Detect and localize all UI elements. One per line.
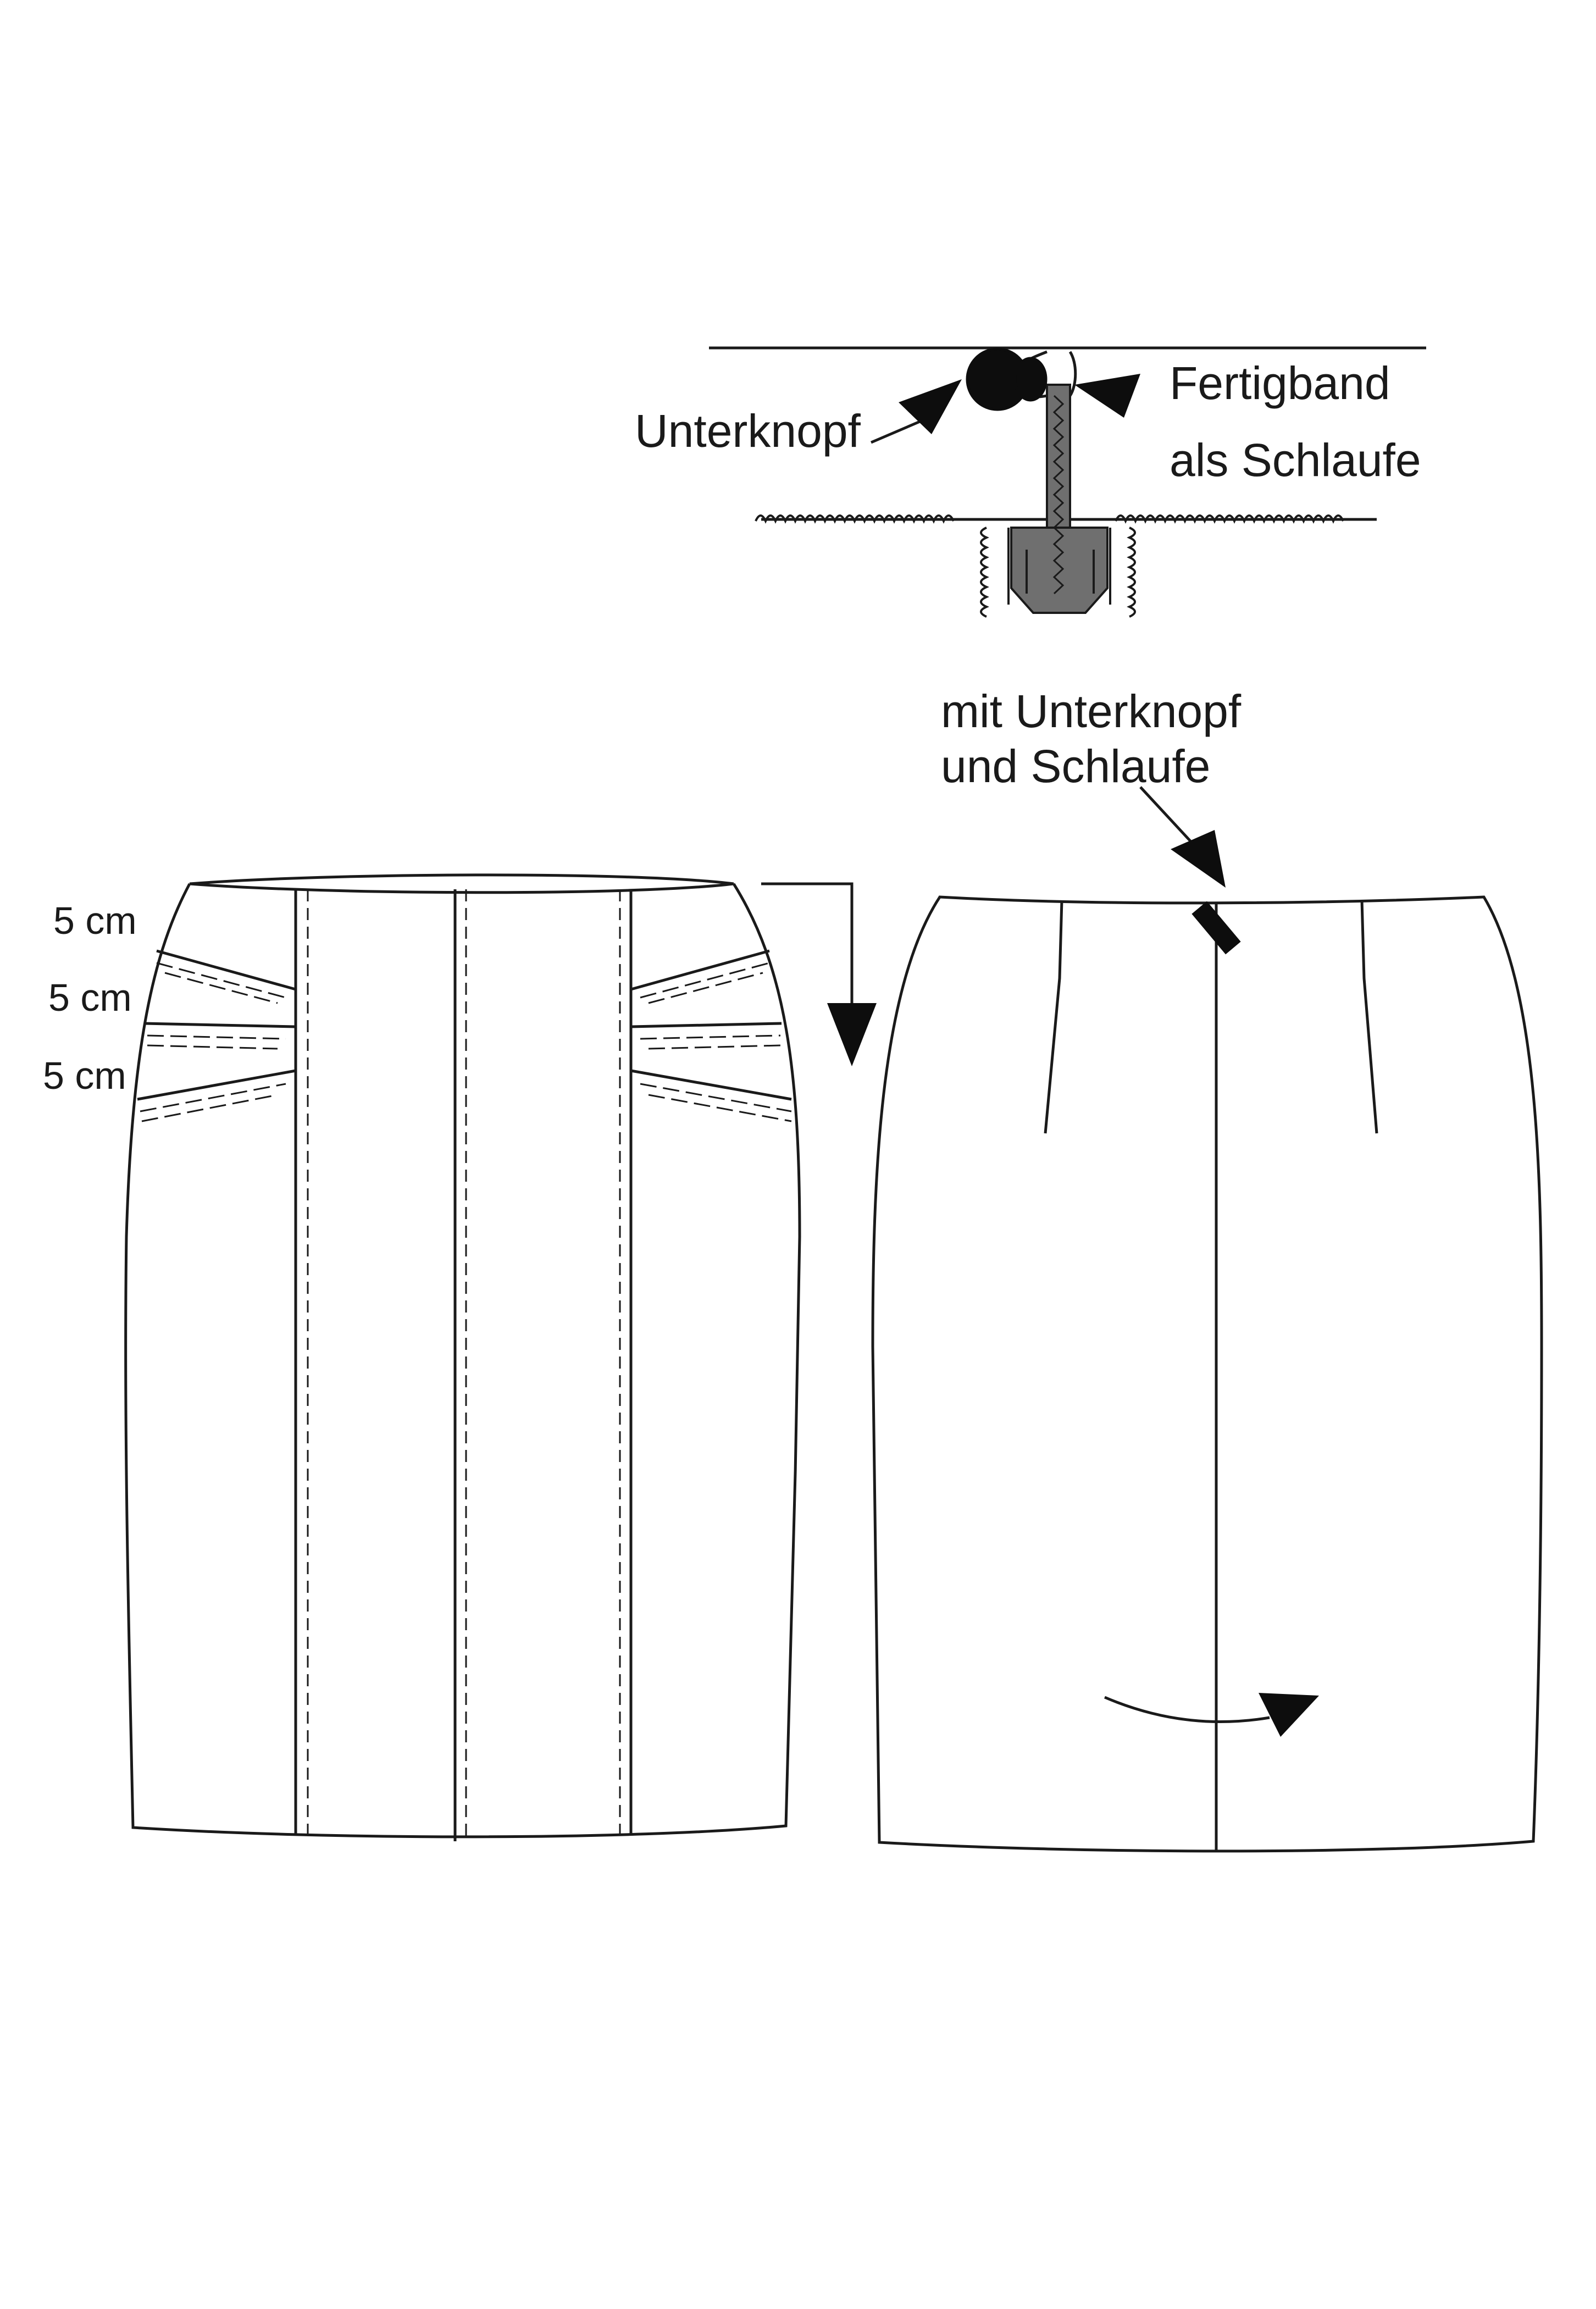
serged-edge-vertical-left	[981, 528, 987, 617]
tuck-left-2-stitch	[147, 1036, 286, 1039]
label-under-button: Unterknopf	[635, 405, 861, 457]
back-dart-left	[1045, 900, 1062, 1133]
connector-arrowhead	[827, 1003, 877, 1066]
tuck-right-2-stitch-b	[649, 1045, 780, 1049]
measurement-label: 5 cm	[48, 976, 132, 1019]
serged-edge-vertical-right	[1129, 528, 1135, 617]
front-waistband	[190, 875, 734, 893]
tuck-left-1-stitch-b	[165, 973, 278, 1003]
measurement-label: 5 cm	[53, 899, 137, 942]
measurement-label: 5 cm	[43, 1054, 126, 1097]
button-shank	[1015, 358, 1046, 400]
back-outline	[873, 897, 1542, 1851]
tuck-left-3	[137, 1071, 296, 1099]
tuck-left-2-stitch-b	[147, 1045, 278, 1049]
button-leader-line	[1140, 787, 1195, 846]
overlap-arrow-curve	[1105, 1697, 1270, 1722]
back-view	[873, 787, 1542, 1851]
arrow-tape-head	[1074, 374, 1140, 418]
front-view	[126, 875, 800, 1841]
connector-line	[761, 884, 852, 1006]
tuck-right-2	[631, 1023, 782, 1027]
label-tape-loop: als Schlaufe	[1170, 434, 1421, 486]
tuck-right-1	[631, 951, 769, 989]
back-dart-right	[1362, 900, 1377, 1133]
tuck-right-2-stitch	[640, 1036, 780, 1039]
label-tape: Fertigband	[1170, 357, 1390, 409]
view-connector-arrow	[761, 884, 877, 1066]
button-leader-head	[1171, 830, 1226, 888]
tuck-right-3	[631, 1071, 791, 1099]
tuck-left-2	[144, 1023, 296, 1027]
tuck-left-1	[157, 951, 296, 989]
front-outline	[126, 884, 800, 1837]
label-back-button-line2: und Schlaufe	[941, 740, 1211, 792]
label-back-button-line1: mit Unterknopf	[941, 685, 1242, 737]
tuck-right-1-stitch-b	[649, 973, 763, 1003]
overlap-arrowhead	[1259, 1693, 1319, 1737]
